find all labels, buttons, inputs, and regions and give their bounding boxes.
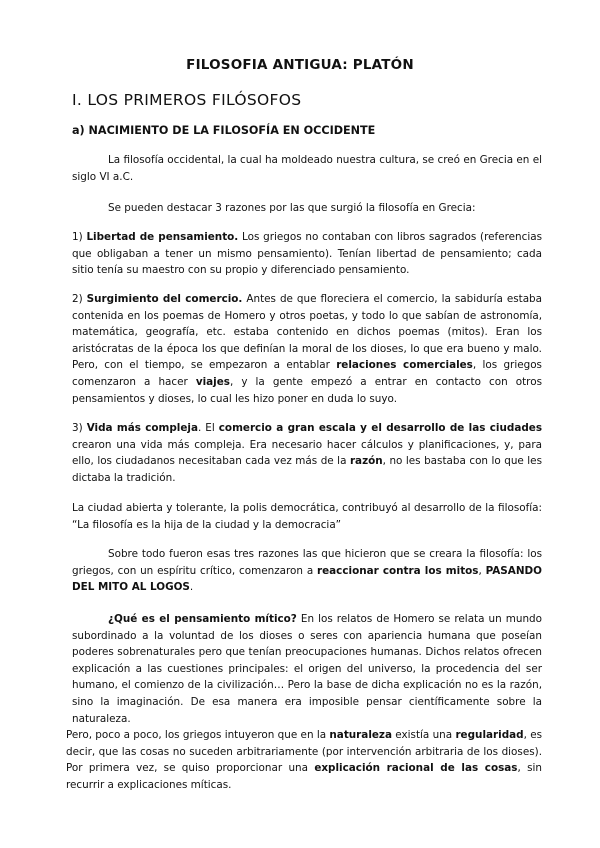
paragraph-mythical-thought <box>72 611 542 727</box>
p6-text-a: Pero, poco a poco, los griegos intuyeron que en la <box>66 729 330 741</box>
reason-1-number: 1) <box>72 231 87 243</box>
reason-1-title: Libertad de pensamiento. <box>86 231 239 243</box>
reason-3-bold-reason: razón <box>349 455 383 468</box>
reason-3-number: 3) <box>72 422 87 434</box>
reason-2-title: Surgimiento del comercio. <box>86 293 243 305</box>
document-title: FILOSOFIA ANTIGUA: PLATÓN <box>186 57 414 73</box>
p6-bold-rational: explicación racional de las cosas <box>314 762 518 775</box>
reason-2 <box>72 291 542 407</box>
reason-3 <box>72 420 542 486</box>
p5-bold-question: ¿Qué es el pensamiento mítico? <box>108 613 297 625</box>
paragraph-polis: La ciudad abierta y tolerante, la polis democrática, contribuyó al desarrollo de la filosofía: “La filosofía es la hija de la ciudad y la democracia” <box>72 502 542 531</box>
p6-text-b: existía una <box>391 729 456 741</box>
reason-3-bold-commerce: comercio a gran escala y el desarrollo de las ciudades <box>218 422 542 434</box>
p4-bold-react: reaccionar contra los mitos <box>317 564 479 577</box>
p4-text-b: , <box>478 564 486 577</box>
p4-text-c: . <box>189 581 194 594</box>
reason-3-text-a: . El <box>197 422 219 434</box>
reason-3-text-c: , no les bastaba con lo que les dictaba la tradición. <box>72 455 542 484</box>
paragraph-intro: La filosofía occidental, la cual ha moldeado nuestra cultura, se creó en Grecia en el siglo VI a.C. <box>72 154 542 183</box>
p6-bold-regularity: regularidad <box>455 729 524 741</box>
reason-2-text-c: , y la gente empezó a entrar en contacto con otros pensamientos y dioses, lo cual les hizo poner en duda lo suyo. <box>72 375 542 405</box>
reason-1-text: Los griegos no contaban con libros sagrados (referencias que obligaban a tener un mismo pensamiento). Tenían libertad de pensamiento; cada sitio tenía su maestro con su propio y diferenciado pensamiento. <box>72 231 542 277</box>
reason-1 <box>72 229 542 279</box>
section-heading: I. LOS PRIMEROS FILÓSOFOS <box>72 91 302 109</box>
reason-2-bold-commercial: relaciones comerciales <box>336 359 473 372</box>
paragraph-myth-to-logos <box>72 546 542 596</box>
reason-2-text-b: , los griegos comenzaron a hacer <box>72 359 542 388</box>
p4-bold-logos: PASANDO DEL MITO AL LOGOS <box>72 564 542 594</box>
paragraph-reasons-intro: Se pueden destacar 3 razones por las que surgió la filosofía en Grecia: <box>108 202 476 214</box>
reason-2-text-a: Antes de que floreciera el comercio, la sabiduría estaba contenida en los poemas de Homero y otros poetas, y todo lo que sabían de astronomía, matemática, geografía, etc. estaba contenido en dichos poemas (mitos). Eran los aristócratas de la época los que definían la moral de los dioses, lo que era bueno y malo. Pero, con el tiempo, se empezaron a entablar <box>72 293 543 372</box>
p4-text-a: Sobre todo fueron esas tres razones las que hicieron que se creara la filosofía: los griegos, con un espíritu crítico, comenzaron a <box>72 548 542 577</box>
p6-text-c: , es decir, que las cosas no suceden arbitrariamente (por intervención arbitraria de los dioses). Por primera vez, se quiso proporcionar una <box>66 729 543 775</box>
paragraph-natural-regularity <box>66 727 542 793</box>
reason-3-text-b: crearon una vida más compleja. Era necesario hacer cálculos y planificaciones, y, para ello, los ciudadanos necesitaban cada vez más de la <box>72 438 542 468</box>
reason-2-number: 2) <box>72 293 87 305</box>
p5-text: En los relatos de Homero se relata un mundo subordinado a la voluntad de los dioses o seres con apariencia humana que poseían poderes sobrenaturales pero que tenían preocupaciones humanas. Dichos relatos ofrecen explicación a las cuestiones principales: el origen del universo, la procedencia del ser humano, el comienzo de la civilización… Pero la base de dicha explicación no es la razón, sino la imaginación. De esa manera era imposible pensar científicamente sobre la naturaleza. <box>72 613 543 725</box>
reason-3-title: Vida más compleja <box>86 422 198 434</box>
reason-2-bold-travel: viajes <box>195 375 230 388</box>
p6-text-d: , sin recurrir a explicaciones míticas. <box>66 762 542 791</box>
p6-bold-nature: naturaleza <box>329 729 392 741</box>
subsection-heading: a) NACIMIENTO DE LA FILOSOFÍA EN OCCIDENTE <box>72 124 376 137</box>
